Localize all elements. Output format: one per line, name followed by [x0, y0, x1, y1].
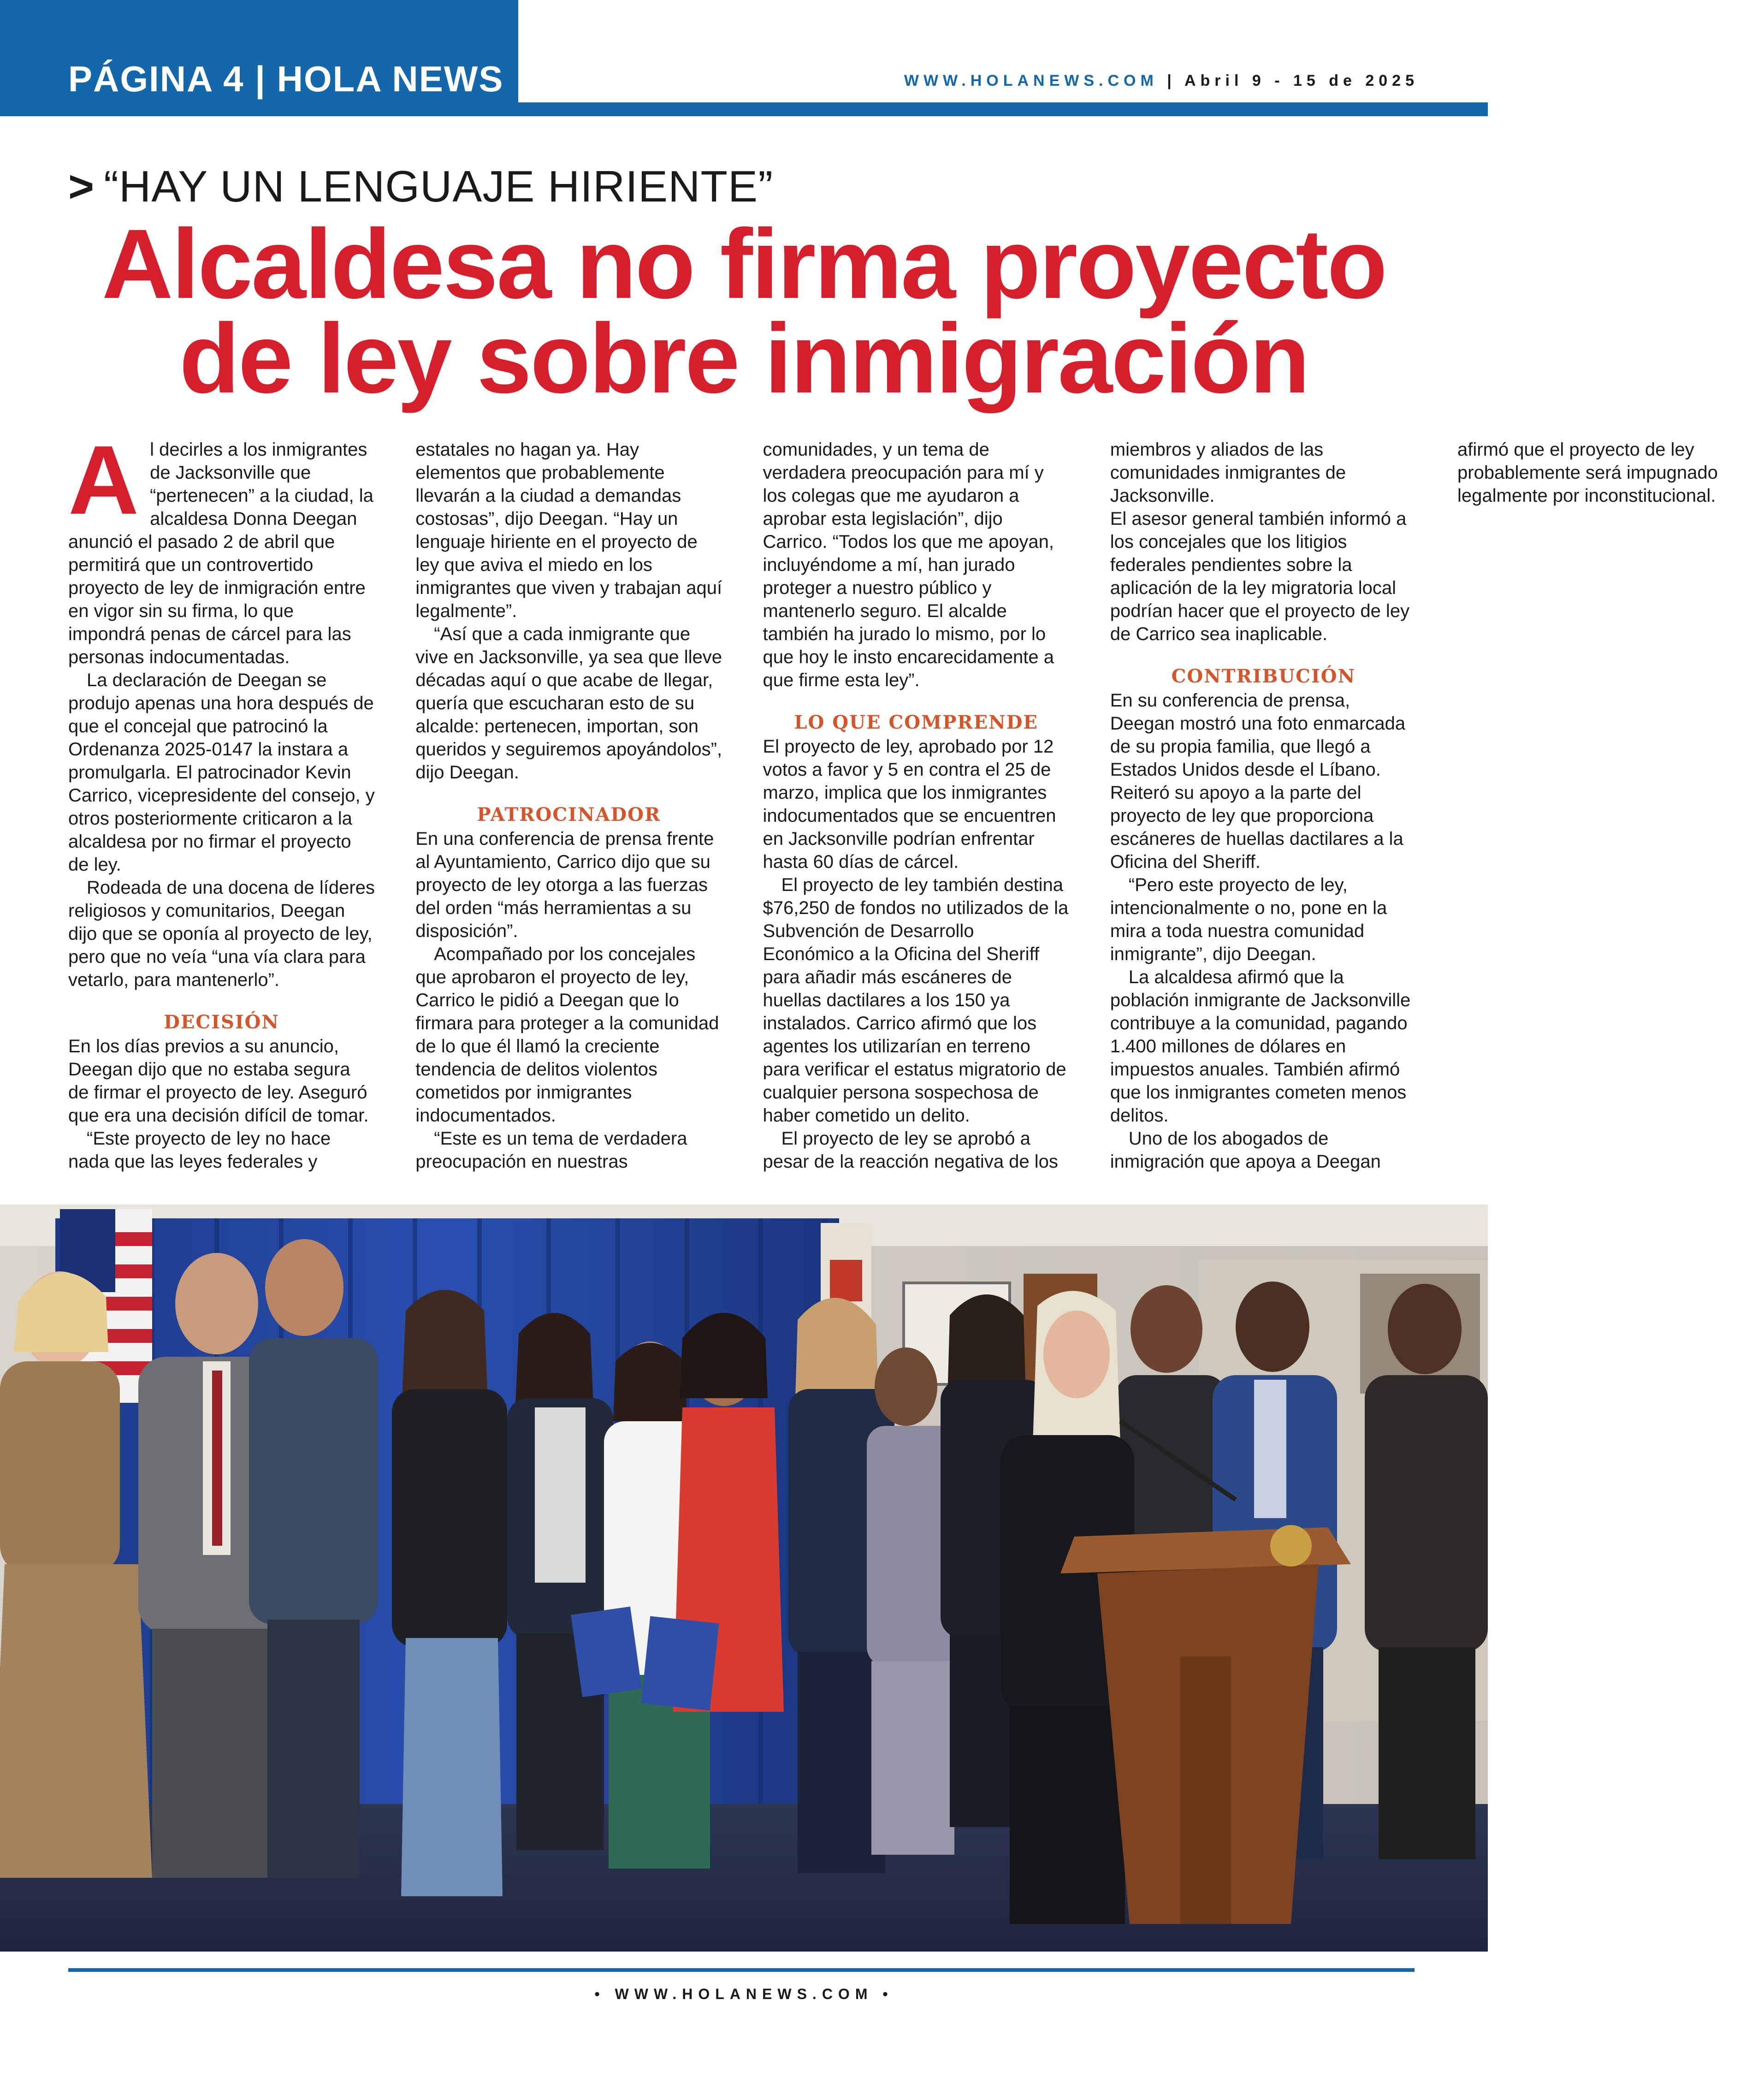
- paragraph-4: En los días previos a su anuncio, Deegan dijo que no estaba segura de firmar el proyecto de ley. Aseguró que era una decisión difícil de tomar.: [68, 1036, 369, 1126]
- header-rule: [0, 102, 1488, 116]
- paragraph-5: “Este proyecto de ley no hace nada que las leyes federales y estatales no hagan ya. Hay elementos que probablemente llevarán a la ciudad a demandas costosas”, dijo Deegan. “Hay un lenguaje hiriente en el proyecto de ley que aviva el miedo en los inmigrantes que viven y trabajan aquí legalmente”.: [68, 439, 722, 1172]
- paragraph-2: La declaración de Deegan se produjo apenas una hora después de que el concejal que patrocinó la Ordenanza 2025-0147 la instara a promulgarla. El patrocinador Kevin Carrico, vicepresidente del consejo, y otros posteriormente criticaron a la alcaldesa por no firmar el proyecto de ley.: [68, 670, 375, 875]
- paragraph-16: La alcaldesa afirmó que la población inmigrante de Jacksonville contribuye a la comunidad, pagando 1.400 millones de dólares en impuestos anuales. También afirmó que los inmigrantes cometen menos delitos.: [1110, 967, 1411, 1126]
- page-label: PÁGINA 4 | HOLA NEWS: [68, 59, 504, 99]
- paragraph-8: Acompañado por los concejales que aprobaron el proyecto de ley, Carrico le pidió a Deegan que lo firmara para proteger a la comunidad de lo que él llamó la creciente tendencia de delitos violentos cometidos por inmigrantes indocumentados.: [415, 944, 719, 1126]
- headline-line-2: de ley sobre inmigración: [179, 303, 1309, 414]
- paragraph-7: En una conferencia de prensa frente al Ayuntamiento, Carrico dijo que su proyecto de ley otorga a las fuerzas del orden “más herramientas a su disposición”.: [415, 829, 714, 941]
- paragraph-3: Rodeada de una docena de líderes religiosos y comunitarios, Deegan dijo que se oponía al proyecto de ley, pero que no veía “una vía clara para vetarlo, para mantenerlo”.: [68, 878, 375, 990]
- paragraph-6: “Así que a cada inmigrante que vive en Jacksonville, ya sea que lleve décadas aquí o que acabe de llegar, quería que escucharan esto de su alcalde: pertenecen, importan, son queridos y seguiremos apoyándolos”, dijo Deegan.: [415, 624, 722, 783]
- chevron-right-icon: >: [68, 162, 95, 211]
- paragraph-17: Uno de los abogados de inmigración que apoya a Deegan afirmó que el proyecto de ley probablemente será impugnado legalmente por inconstitucional.: [1110, 439, 1718, 1172]
- header-separator: |: [1167, 72, 1176, 89]
- paragraph-14: En su conferencia de prensa, Deegan mostró una foto enmarcada de su propia familia, que llegó a Estados Unidos desde el Líbano. Reiteró su apoyo a la parte del proyecto de ley que proporciona escáneres de huellas dactilares a la Oficina del Sheriff.: [1110, 690, 1406, 872]
- header-date: Abril 9 - 15 de 2025: [1184, 72, 1419, 89]
- subhead-contribution: CONTRIBUCIÓN: [1171, 665, 1356, 687]
- subhead-decision: DECISIÓN: [164, 1011, 279, 1033]
- drop-cap: A: [68, 425, 139, 534]
- press-conference-photo: [0, 1205, 1488, 1952]
- headline-line-1: Alcaldesa no firma proyecto: [101, 209, 1386, 319]
- paragraph-12: El proyecto de ley se aprobó a pesar de la reacción negativa de los miembros y aliados de las comunidades inmigrantes de Jacksonville.: [763, 439, 1346, 1172]
- article-headline: [46, 209, 1442, 414]
- article-kicker: [68, 161, 773, 212]
- footer-rule: [68, 1968, 1415, 1972]
- kicker-text: “HAY UN LENGUAJE HIRIENTE”: [104, 162, 774, 211]
- header-site-link[interactable]: WWW.HOLANEWS.COM: [904, 72, 1158, 89]
- page-tab: [0, 0, 518, 107]
- paragraph-1-text: l decirles a los inmigrantes de Jacksonville que “pertenecen” a la ciudad, la alcaldesa Donna Deegan anunció el pasado 2 de abril que permitirá que un controvertido proyecto de ley de inmigración entre en vigor sin su firma, lo que impondrá penas de cárcel para las personas indocumentadas.: [68, 439, 373, 667]
- paragraph-13: El asesor general también informó a los concejales que los litigios federales pendientes sobre la aplicación de la ley migratoria local podrían hacer que el proyecto de ley de Carrico sea inaplicable.: [1110, 509, 1410, 644]
- paragraph-9: “Este es un tema de verdadera preocupación en nuestras comunidades, y un tema de verdadera preocupación para mí y los colegas que me ayudaron a aprobar esta legislación”, dijo Carrico. “Todos los que me apoyan, incluyéndome a mí, han jurado proteger a nuestro público y mantenerlo seguro. El alcalde también ha jurado lo mismo, por lo que hoy le insto encarecidamente a que firme esta ley”.: [415, 439, 1054, 1172]
- header-meta: [904, 72, 1419, 90]
- subhead-scope: LO QUE COMPRENDE: [794, 712, 1038, 733]
- footer-site-link[interactable]: • WWW.HOLANEWS.COM •: [594, 1986, 894, 2002]
- paragraph-11: El proyecto de ley también destina $76,250 de fondos no utilizados de la Subvención de Desarrollo Económico a la Oficina del Sheriff para añadir más escáneres de huellas dactilares a los 150 ya instalados. Carrico afirmó que los agentes los utilizarían en terreno para verificar el estatus migratorio de cualquier persona sospechosa de haber cometido un delito.: [763, 875, 1069, 1126]
- paragraph-10: El proyecto de ley, aprobado por 12 votos a favor y 5 en contra el 25 de marzo, implica que los inmigrantes indocumentados que se encuentren en Jacksonville podrían enfrentar hasta 60 días de cárcel.: [763, 736, 1056, 872]
- paragraph-15: “Pero este proyecto de ley, intencionalmente o no, pone en la mira a toda nuestra comunidad inmigrante”, dijo Deegan.: [1110, 875, 1387, 964]
- article-body: [68, 425, 1718, 1185]
- subhead-sponsor: PATROCINADOR: [477, 804, 661, 825]
- paragraph-1: [68, 425, 375, 669]
